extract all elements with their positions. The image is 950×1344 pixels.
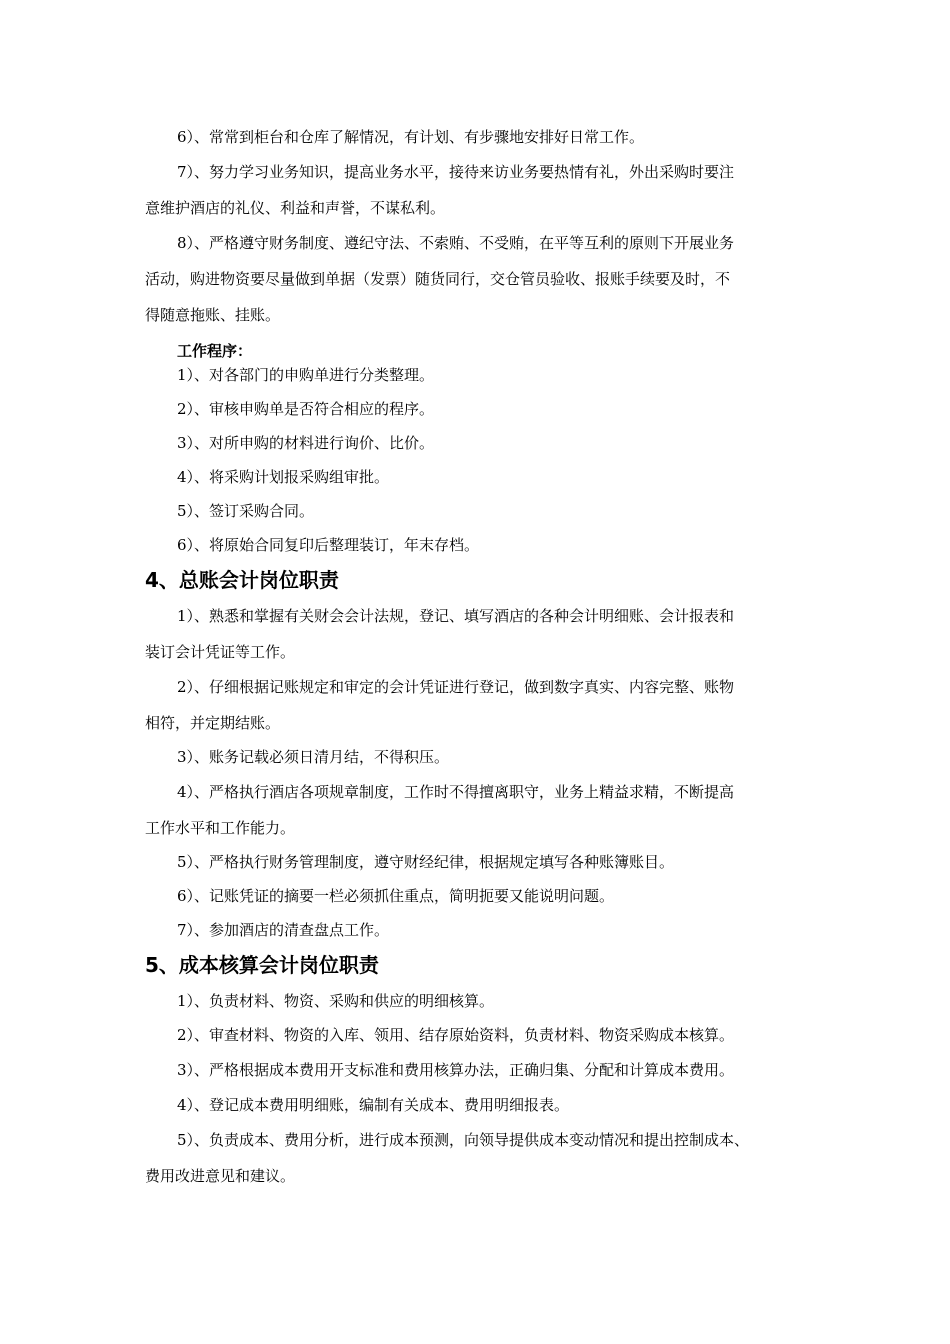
section-5-title: 5、成本核算会计岗位职责: [145, 953, 379, 977]
section-4-line: 5）、严格执行财务管理制度，遵守财经纪律，根据规定填写各种账簿账目。: [177, 853, 675, 871]
procedure-item-3: 3）、对所申购的材料进行询价、比价。: [177, 434, 435, 452]
procedure-heading: 工作程序：: [177, 342, 253, 360]
section-5-line: 1）、负责材料、物资、采购和供应的明细核算。: [177, 992, 495, 1010]
duty-item-7-cont: 意维护酒店的礼仪、利益和声誉，不谋私利。: [145, 199, 446, 217]
section-5-line: 2）、审查材料、物资的入库、领用、结存原始资料，负责材料、物资采购成本核算。: [177, 1026, 735, 1044]
section-4-line: 4）、严格执行酒店各项规章制度，工作时不得擅离职守，业务上精益求精，不断提高: [177, 783, 735, 801]
duty-item-8-cont-1: 活动，购进物资要尽量做到单据（发票）随货同行，交仓管员验收、报账手续要及时，不: [145, 270, 731, 288]
procedure-item-6: 6）、将原始合同复印后整理装订，年末存档。: [177, 536, 480, 554]
procedure-item-2: 2）、审核申购单是否符合相应的程序。: [177, 400, 435, 418]
duty-item-7: 7）、努力学习业务知识，提高业务水平，接待来访业务要热情有礼，外出采购时要注: [177, 163, 735, 181]
section-5-line: 费用改进意见和建议。: [145, 1167, 296, 1185]
section-4-line: 1）、熟悉和掌握有关财会会计法规，登记、填写酒店的各种会计明细账、会计报表和: [177, 607, 735, 625]
section-4-line: 工作水平和工作能力。: [145, 819, 296, 837]
duty-item-8: 8）、严格遵守财务制度、遵纪守法、不索贿、不受贿，在平等互利的原则下开展业务: [177, 234, 735, 252]
section-5-line: 4）、登记成本费用明细账，编制有关成本、费用明细报表。: [177, 1096, 570, 1114]
section-4-line: 相符，并定期结账。: [145, 714, 281, 732]
section-5-line: 3）、严格根据成本费用开支标准和费用核算办法，正确归集、分配和计算成本费用。: [177, 1061, 735, 1079]
procedure-item-1: 1）、对各部门的申购单进行分类整理。: [177, 366, 435, 384]
procedure-item-5: 5）、签订采购合同。: [177, 502, 315, 520]
section-4-line: 7）、参加酒店的清查盘点工作。: [177, 921, 390, 939]
section-4-line: 2）、仔细根据记账规定和审定的会计凭证进行登记，做到数字真实、内容完整、账物: [177, 678, 735, 696]
duty-item-8-cont-2: 得随意拖账、挂账。: [145, 306, 281, 324]
section-4-line: 3）、账务记载必须日清月结，不得积压。: [177, 748, 450, 766]
section-4-line: 装订会计凭证等工作。: [145, 643, 296, 661]
procedure-item-4: 4）、将采购计划报采购组审批。: [177, 468, 390, 486]
section-4-title: 4、总账会计岗位职责: [145, 568, 339, 592]
duty-item-6: 6）、常常到柜台和仓库了解情况，有计划、有步骤地安排好日常工作。: [177, 128, 645, 146]
section-5-line: 5）、负责成本、费用分析，进行成本预测，向领导提供成本变动情况和提出控制成本、: [177, 1131, 750, 1149]
section-4-line: 6）、记账凭证的摘要一栏必须抓住重点，简明扼要又能说明问题。: [177, 887, 615, 905]
